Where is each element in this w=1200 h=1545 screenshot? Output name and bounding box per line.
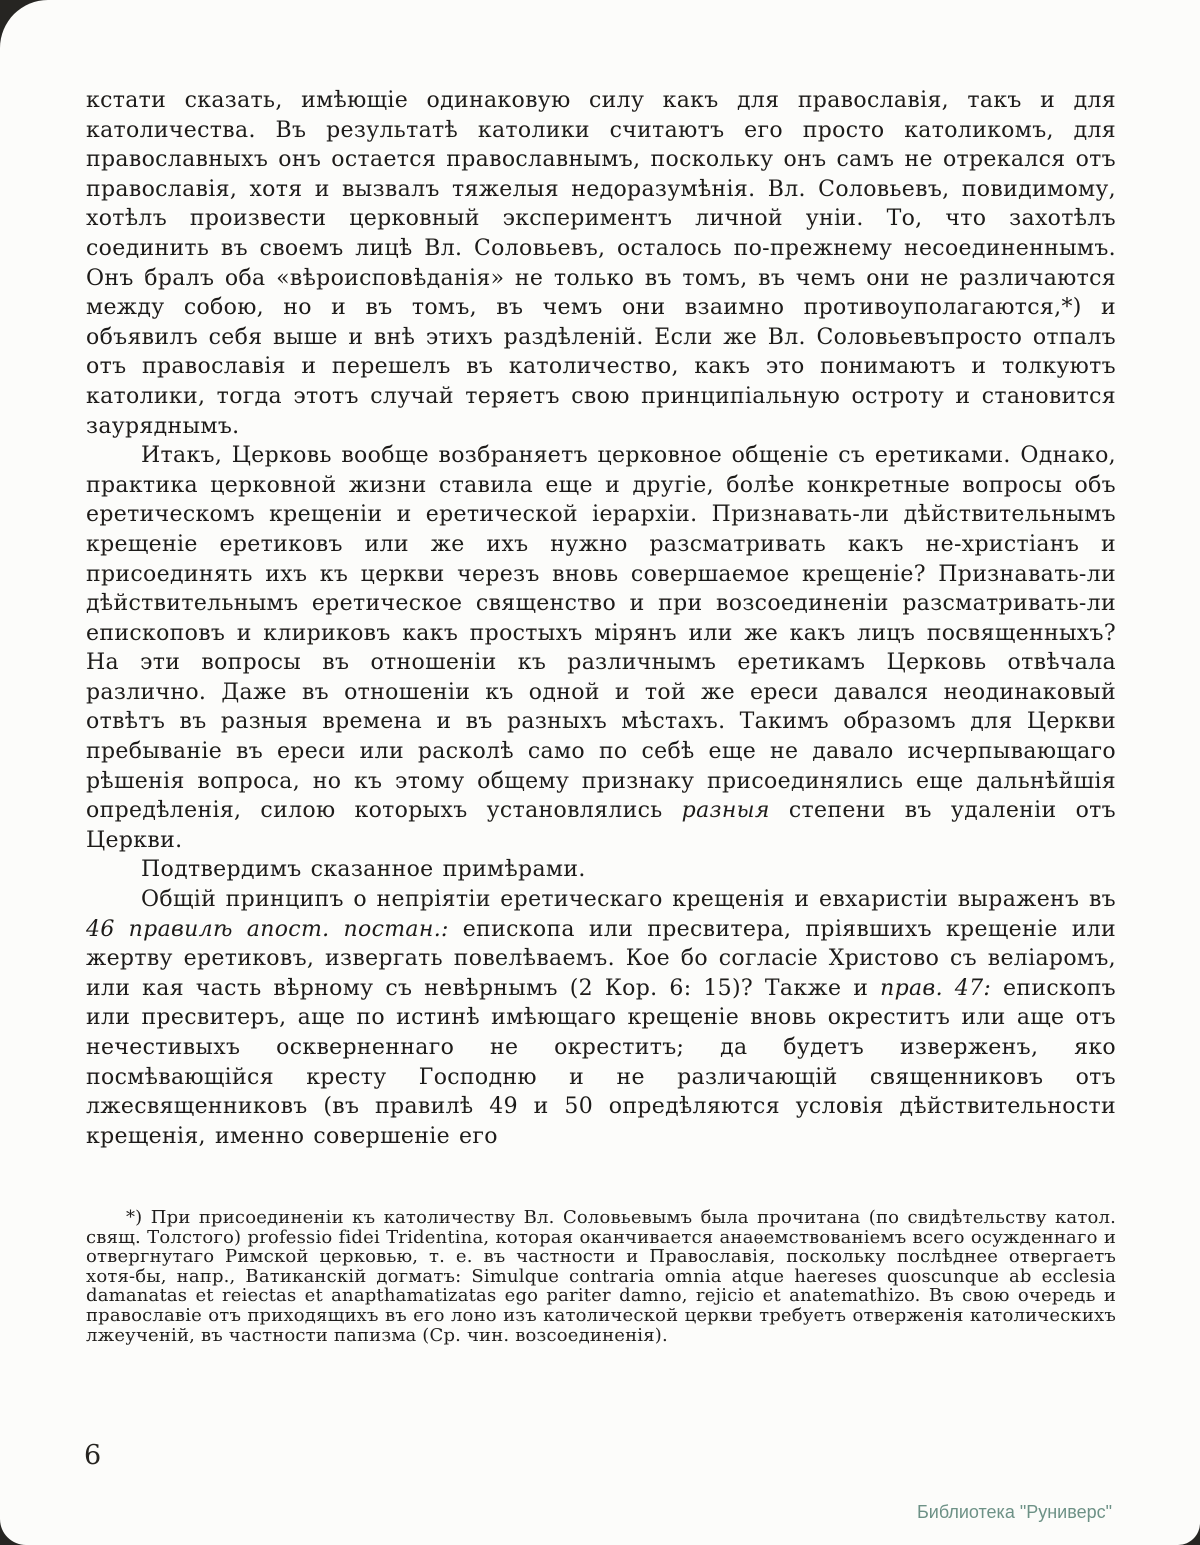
library-watermark: Библиотека "Руниверс" <box>916 1502 1112 1522</box>
footnote-text: *) При присоединеніи къ католичеству Вл. Соловьевымъ была прочитана (по свидѣтельству катол. свящ. Толстого) professio fidei Tridentina, которая оканчивается анаѳемствованіемъ всего осужденнаго и отвергнутаго Римской церковью, т. е. въ частности и Православія, поскольку послѣднее отвергаетъ хотя-бы, напр., Ватиканскій догматъ: Simulque contraria omnia atque haereses quoscunque ab ecclesia damanatas et reiectas et anapthamatizatas ego pariter damno, rejicio et anatemathizo. Въ свою очередь и православіе отъ приходящихъ въ его лоно изъ католической церкви требуетъ отверженія католическихъ лжеученій, въ частности папизма (Ср. чин. возсоединенія). <box>86 1207 1116 1346</box>
paragraph-4-run: епископа или пресвитера, пріявшихъ крещеніе или жертву еретиковъ, извергать повелѣваемъ. Кое бо согласіе Христово съ веліаромъ, или кая часть вѣрному съ невѣрнымъ (2 Кор. 6: 15)? Также и <box>86 916 1116 1001</box>
paragraph-3: Подтвердимъ сказанное примѣрами. <box>141 857 586 883</box>
paragraph-2-italic: разныя <box>681 798 770 824</box>
paragraph-4-italic-citation: прав. 47: <box>880 975 992 1001</box>
paragraph-1: кстати сказать, имѣющіе одинаковую силу какъ для православія, такъ и для католичества. Въ результатѣ католики считаютъ его просто католикомъ, для православныхъ онъ остается православнымъ, поскольку онъ самъ не отрекался отъ православія, хотя и вызвалъ тяжелыя недоразумѣнія. Вл. Соловьевъ, повидимому, хотѣлъ произвести церковный экспериментъ личной уніи. То, что захотѣлъ соединить въ своемъ лицѣ Вл. Соловьевъ, осталось по-прежнему несоединеннымъ. Онъ бралъ оба «вѣроисповѣданія» не только въ томъ, въ чемъ они не различаются между собою, но и въ томъ, въ чемъ они взаимно противоуполагаются,*) и объявилъ себя выше и внѣ этихъ раздѣленій. Если же Вл. Соловьевъпросто отпалъ отъ православія и перешелъ въ католичество, какъ это понимаютъ и толкуютъ католики, тогда этотъ случай теряетъ свою принципіальную остроту и становится зауряднымъ. <box>86 88 1116 439</box>
paragraph-4-run: епископъ или пресвитеръ, аще по истинѣ имѣющаго крещеніе вновь окреститъ или аще отъ нечестивыхъ оскверненнаго не окреститъ; да будетъ изверженъ, яко посмѣвающійся кресту Господню и не различающій священниковъ отъ лжесвященниковъ (въ правилѣ 49 и 50 опредѣляются условія дѣйствительности крещенія, именно совершеніе его <box>86 975 1117 1149</box>
footnote-block <box>86 1208 1116 1345</box>
paragraph-2 <box>86 441 1116 855</box>
paragraph-4-run: Общій принципъ о непріятіи еретическаго крещенія и евхаристіи выраженъ въ <box>141 887 1116 913</box>
paragraph-4 <box>86 885 1116 1151</box>
paragraph-2-run: Итакъ, Церковь вообще возбраняетъ церковное общеніе съ еретиками. Однако, практика церковной жизни ставила еще и другіе, болѣе конкретные вопросы объ еретическомъ крещеніи и еретической іерархіи. Признавать-ли дѣйствительнымъ крещеніе еретиковъ или же ихъ нужно разсматривать какъ не-христіанъ и присоединять ихъ къ церкви черезъ вновь совершаемое крещеніе? Признавать-ли дѣйствительнымъ еретическое священство и при возсоединеніи разсматривать-ли епископовъ и клириковъ какъ простыхъ мірянъ или же какъ лицъ посвященныхъ? На эти вопросы въ отношеніи къ различнымъ еретикамъ Церковь отвѣчала различно. Даже въ отношеніи къ одной и той же ереси давался неодинаковый отвѣтъ въ разныя времена и въ разныхъ мѣстахъ. Такимъ образомъ для Церкви пребываніе въ ереси или расколѣ само по себѣ еще не давало исчерпывающаго рѣшенія вопроса, но къ этому общему признаку присоединялись еще дальнѣйшія опредѣленія, силою которыхъ установлялись <box>86 443 1116 824</box>
paragraph-4-italic-citation: 46 правилѣ апост. постан.: <box>86 916 449 942</box>
main-text-block <box>86 86 1116 1151</box>
paragraph-2-run: степени въ удаленіи отъ Церкви. <box>86 798 1117 853</box>
page-number: 6 <box>84 1440 102 1471</box>
